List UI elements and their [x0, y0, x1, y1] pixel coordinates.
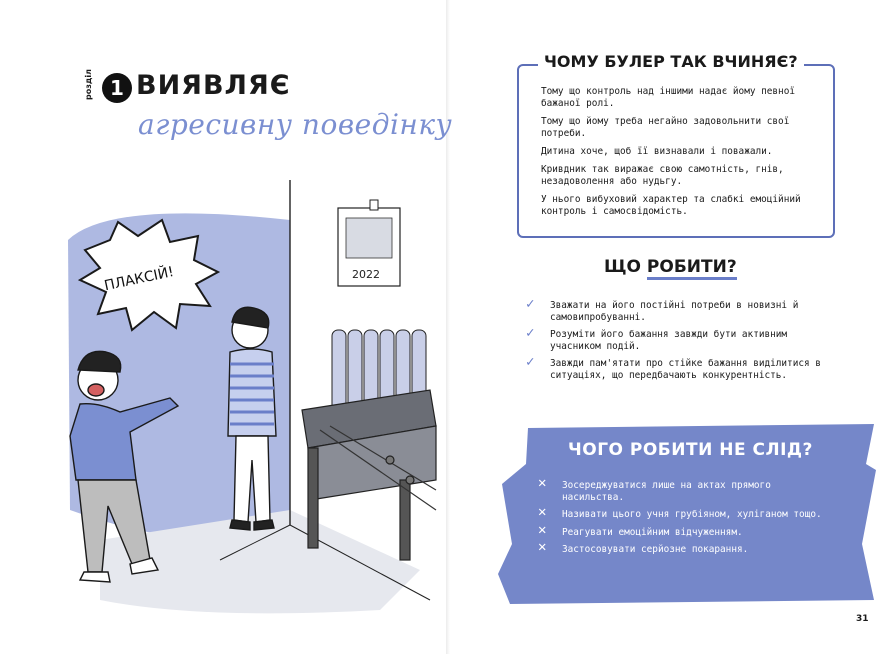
- todo-item: [526, 325, 826, 352]
- why-item: Тому що контроль над іншими надає йому певної бажаної ролі.: [541, 86, 795, 109]
- calendar: [338, 200, 400, 286]
- todo-title: [604, 257, 737, 277]
- why-list: [541, 86, 821, 224]
- todo-item-text: Розуміти його бажання завжди бути активним учасником подій.: [550, 329, 788, 352]
- cross-icon: ✕: [538, 521, 547, 538]
- why-item: У нього вибуховий характер та слабкі емоційний контроль і самосвідомість.: [541, 194, 801, 217]
- chapter-label: розділ: [84, 69, 93, 100]
- dont-item: [538, 539, 828, 556]
- dont-item-text: Зосереджуватися лише на актах прямого насильства.: [562, 480, 771, 503]
- todo-title-underlined: РОБИТИ?: [647, 257, 737, 280]
- dont-item: [538, 475, 828, 503]
- chapter-subtitle: агресивну поведінку: [138, 108, 453, 141]
- todo-item-text: Завжди пам'ятати про стійке бажання виділитися в ситуаціях, що передбачають конкурентність.: [550, 358, 821, 381]
- todo-item: [526, 296, 826, 323]
- cross-icon: ✕: [538, 475, 547, 491]
- todo-list: [526, 296, 826, 387]
- dont-item: [538, 521, 828, 539]
- page-number: 31: [856, 614, 869, 624]
- check-icon: ✓: [526, 354, 535, 370]
- dont-item-text: Називати цього учня грубіяном, хуліганом тощо.: [562, 509, 822, 520]
- cross-icon: ✕: [538, 539, 547, 555]
- why-item: Тому що йому треба негайно задовольнити свої потреби.: [541, 116, 790, 139]
- page-gutter: [446, 0, 450, 654]
- bullying-illustration: [40, 180, 440, 630]
- check-icon: ✓: [526, 325, 535, 341]
- why-item: Дитина хоче, щоб її визнавали і поважали.: [541, 146, 773, 157]
- todo-item: [526, 354, 826, 381]
- dont-item-text: Застосовувати серйозне покарання.: [562, 544, 749, 555]
- dont-title: ЧОГО РОБИТИ НЕ СЛІД?: [568, 440, 813, 460]
- cross-icon: ✕: [538, 504, 547, 520]
- dont-item-text: Реагувати емоційним відчуженням.: [562, 526, 743, 538]
- todo-item-text: Зважати на його постійні потреби в новизні й самовипробуванні.: [550, 300, 799, 323]
- why-title: ЧОМУ БУЛЕР ТАК ВЧИНЯЄ?: [538, 52, 804, 71]
- check-icon: ✓: [526, 296, 535, 312]
- todo-title-prefix: ЩО: [604, 257, 641, 277]
- dont-item: [538, 504, 828, 521]
- chapter-number: 1: [102, 73, 132, 103]
- shout-text: ПЛАКСІЙ!: [102, 264, 176, 295]
- chapter-title: ВИЯВЛЯЄ: [136, 70, 291, 101]
- why-item: Кривдник так виражає свою самотність, гнів, незадоволення або нудьгу.: [541, 164, 784, 187]
- calendar-year: 2022: [352, 268, 380, 281]
- dont-list: [538, 475, 828, 562]
